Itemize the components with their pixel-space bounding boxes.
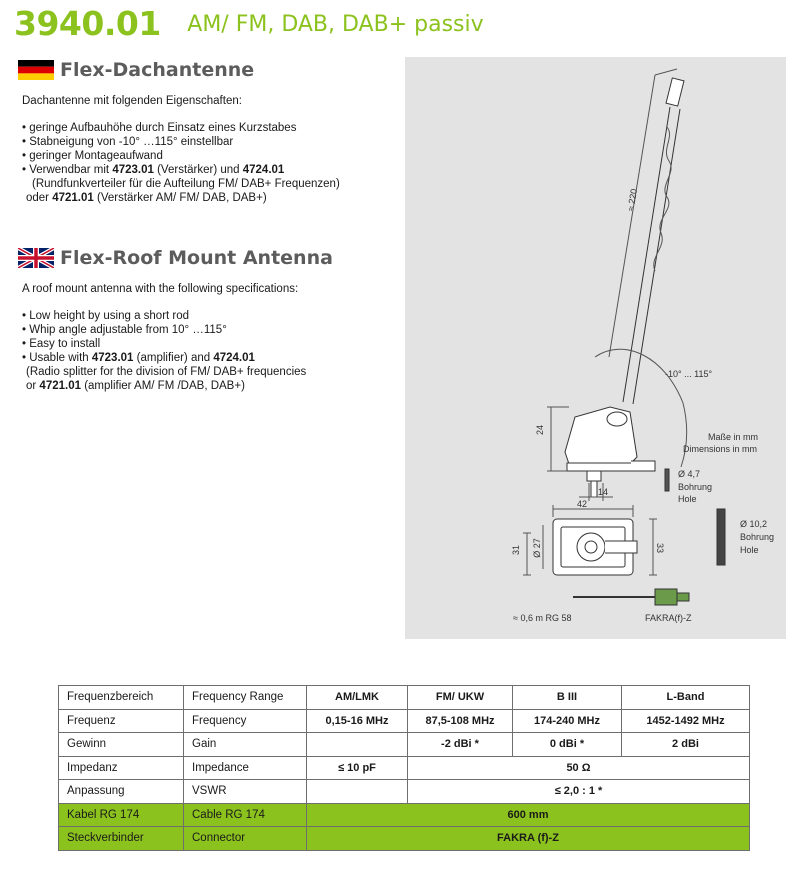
- table-cell: VSWR: [184, 780, 307, 804]
- table-row: [59, 733, 750, 757]
- angle-label: -10° ... 115°: [665, 369, 713, 379]
- table-cell: 87,5-108 MHz: [408, 709, 513, 733]
- list-item: [22, 351, 398, 365]
- table-cell: Impedanz: [59, 756, 184, 780]
- bullet-text: • Verwendbar mit: [22, 164, 113, 176]
- table-cell: Gewinn: [59, 733, 184, 757]
- dimension-height-label: 24: [535, 424, 546, 436]
- list-item: • geringe Aufbauhöhe durch Einsatz eines Kurzstabes: [22, 122, 297, 134]
- bullet-text: or: [26, 380, 40, 392]
- table-cell: Gain: [184, 733, 307, 757]
- hole-label-2: Hole: [740, 545, 759, 555]
- part-number: 4721.01: [39, 380, 81, 392]
- table-cell: [307, 780, 408, 804]
- table-cell: L-Band: [622, 686, 750, 710]
- list-item: • Whip angle adjustable from 10° …115°: [22, 324, 227, 336]
- table-cell: Impedance: [184, 756, 307, 780]
- table-cell: Frequency Range: [184, 686, 307, 710]
- list-item: • geringer Montageaufwand: [22, 150, 163, 162]
- list-item: • Stabneigung von -10° …115° einstellbar: [22, 136, 234, 148]
- german-flag-icon: [18, 60, 54, 80]
- hole-small-label: Ø 4,7: [678, 469, 701, 479]
- table-row: [59, 780, 750, 804]
- part-number: 4721.01: [52, 192, 94, 204]
- dimension-33-label: 33: [655, 542, 666, 554]
- german-title: Flex-Dachantenne: [60, 59, 255, 81]
- table-cell: 1452-1492 MHz: [622, 709, 750, 733]
- table-cell: Anpassung: [59, 780, 184, 804]
- units-de-label: Maße in mm: [708, 432, 759, 442]
- product-subtitle: AM/ FM, DAB, DAB+ passiv: [187, 12, 484, 37]
- table-row: [59, 709, 750, 733]
- antenna-photo: [400, 0, 401, 1]
- table-row: [59, 827, 750, 851]
- dimension-42-label: 42: [577, 499, 588, 509]
- list-item-continuation: (Rundfunkverteiler für die Aufteilung FM/ DAB+ Frequenzen): [32, 178, 340, 190]
- table-cell: ≤ 2,0 : 1 *: [408, 780, 750, 804]
- english-title: Flex-Roof Mount Antenna: [60, 247, 333, 269]
- table-cell: B III: [513, 686, 622, 710]
- list-item-continuation: [22, 379, 398, 393]
- list-item-continuation: (Radio splitter for the division of FM/ DAB+ frequencies: [26, 366, 307, 378]
- technical-drawing: [405, 57, 786, 639]
- table-cell: Cable RG 174: [184, 803, 307, 827]
- table-cell: 2 dBi: [622, 733, 750, 757]
- bohrung-label: Bohrung: [678, 482, 713, 492]
- table-cell: 600 mm: [307, 803, 750, 827]
- bullet-text: (amplifier) and: [133, 352, 214, 364]
- english-bullet-list: [22, 309, 398, 393]
- list-item: [22, 163, 398, 177]
- drawing-lines: [405, 57, 786, 639]
- bohrung-label-2: Bohrung: [740, 532, 775, 542]
- connector-label: FAKRA(f)-Z: [645, 613, 692, 623]
- table-cell: FAKRA (f)-Z: [307, 827, 750, 851]
- table-cell: Frequenzbereich: [59, 686, 184, 710]
- table-cell: Frequenz: [59, 709, 184, 733]
- table-cell: Steckverbinder: [59, 827, 184, 851]
- table-cell: 0,15-16 MHz: [307, 709, 408, 733]
- table-row: [59, 756, 750, 780]
- bullet-text: (Verstärker AM/ FM/ DAB, DAB+): [93, 192, 267, 204]
- header: [14, 4, 484, 43]
- hole-large-label: Ø 10,2: [740, 519, 768, 529]
- table-cell: [307, 733, 408, 757]
- uk-flag-icon: [18, 248, 54, 268]
- table-cell: AM/LMK: [307, 686, 408, 710]
- dimension-31-label: 31: [511, 544, 522, 556]
- english-intro: A roof mount antenna with the following specifications:: [22, 283, 299, 295]
- table-cell: 0 dBi *: [513, 733, 622, 757]
- bullet-text: (Verstärker) und: [153, 164, 243, 176]
- german-bullet-list: [22, 121, 398, 205]
- dimension-27-label: Ø 27: [531, 538, 542, 558]
- table-cell: Connector: [184, 827, 307, 851]
- product-number: 3940.01: [14, 4, 161, 43]
- part-number: 4723.01: [91, 352, 134, 364]
- table-cell: ≤ 10 pF: [307, 756, 408, 780]
- table-cell: Frequency: [184, 709, 307, 733]
- table-row: [59, 686, 750, 710]
- table-row: [59, 803, 750, 827]
- list-item: • Easy to install: [22, 338, 101, 350]
- english-section: [18, 246, 398, 393]
- cable-label: ≈ 0,6 m RG 58: [513, 613, 572, 623]
- part-number: 4724.01: [242, 164, 285, 176]
- table-cell: 50 Ω: [408, 756, 750, 780]
- list-item-continuation: [22, 191, 398, 205]
- table-cell: 174-240 MHz: [513, 709, 622, 733]
- part-number: 4724.01: [213, 352, 255, 364]
- bullet-text: (amplifier AM/ FM /DAB, DAB+): [81, 380, 245, 392]
- dimension-rod-label: ≈ 220: [625, 188, 640, 212]
- bullet-text: • Usable with: [22, 352, 92, 364]
- spec-table: [58, 685, 750, 851]
- table-cell: -2 dBi *: [408, 733, 513, 757]
- units-en-label: Dimensions in mm: [683, 444, 758, 454]
- part-number: 4723.01: [112, 164, 154, 176]
- hole-label: Hole: [678, 494, 697, 504]
- list-item: • Low height by using a short rod: [22, 310, 190, 322]
- table-cell: Kabel RG 174: [59, 803, 184, 827]
- table-cell: FM/ UKW: [408, 686, 513, 710]
- german-section: [18, 58, 398, 205]
- bullet-text: oder: [26, 192, 53, 204]
- dimension-14-label: 14: [598, 487, 609, 497]
- german-intro: Dachantenne mit folgenden Eigenschaften:: [22, 95, 242, 107]
